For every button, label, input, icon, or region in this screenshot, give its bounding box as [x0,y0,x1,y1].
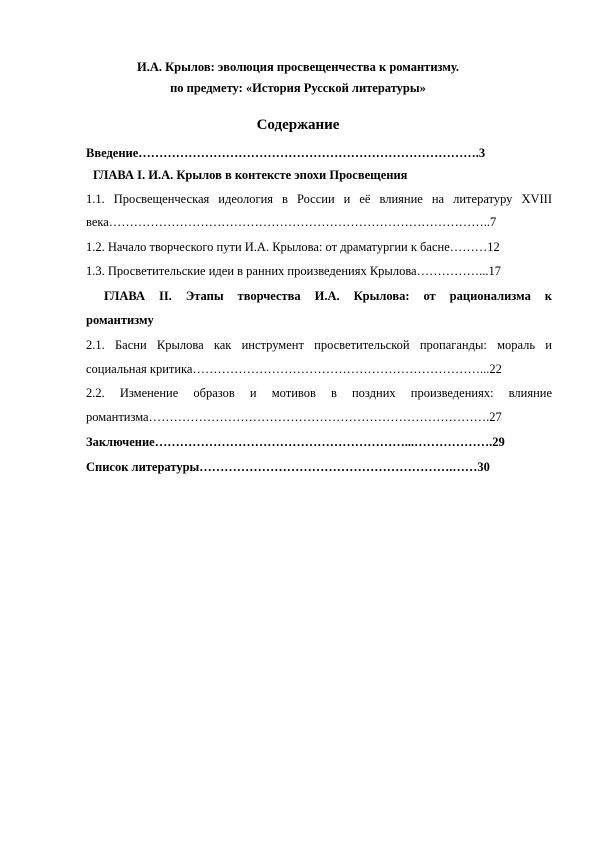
toc-chapter2-heading-cont: романтизму [86,313,154,327]
toc-entry-2-1: 2.1. Басни Крылова как инструмент просветительской пропаганды: мораль и [86,338,552,352]
toc-entry-bibliography: Список литературы…………………………………………………….……30 [86,460,490,474]
toc-chapter2-heading: ГЛАВА II. Этапы творчества И.А. Крылова: от рационализма к [104,289,552,303]
toc-entry-1-3: 1.3. Просветительские идеи в ранних произведениях Крылова……………...17 [86,264,501,278]
toc-entry-1-2: 1.2. Начало творческого пути И.А. Крылова: от драматургии к басне………12 [86,240,500,254]
toc-chapter1-heading: ГЛАВА I. И.А. Крылов в контексте эпохи Просвещения [93,168,408,182]
toc-entry-1-1: 1.1. Просвещенческая идеология в России и её влияние на литературу XVIII [86,192,552,206]
toc-entry-2-2: 2.2. Изменение образов и мотивов в поздних произведениях: влияние [86,386,552,400]
toc-entry-conclusion: Заключение……………………………………………………...……………….29 [86,435,505,449]
toc-entry-1-1-cont: века………………………………………………………………………………..7 [86,215,497,229]
document-title: И.А. Крылов: эволюция просвещенчества к романтизму. [136,60,459,74]
toc-entry-2-1-cont: социальная критика……………………………………………………………...22 [86,362,502,376]
toc-entry-intro: Введение……………………………………………………………………….3 [86,146,486,160]
contents-heading: Содержание [256,117,340,133]
toc-entry-2-2-cont: романтизма……………………………………………………………………….27 [86,410,502,424]
document-subtitle: по предмету: «История Русской литературы» [170,81,426,95]
